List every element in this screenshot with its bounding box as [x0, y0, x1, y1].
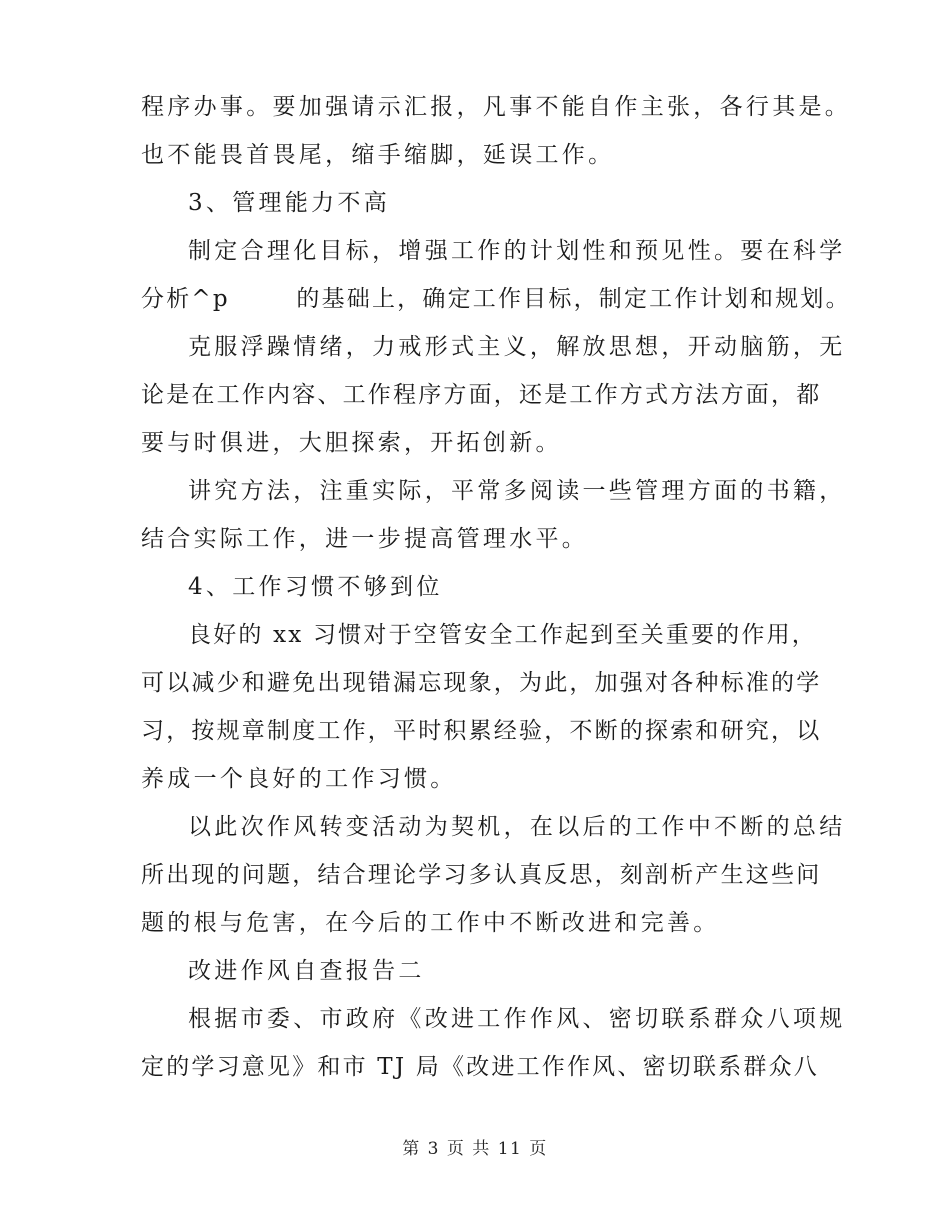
body-text-line: 定的学习意见》和市 TJ 局《改进工作作风、密切联系群众八 [141, 1054, 819, 1080]
section-heading: 3、管理能力不高 [188, 190, 391, 216]
body-text-line: 习，按规章制度工作，平时积累经验，不断的探索和研究，以 [141, 718, 822, 744]
body-text-line: 分析^p 的基础上，确定工作目标，制定工作计划和规划。 [141, 286, 851, 312]
paragraph-first-line: 讲究方法，注重实际，平常多阅读一些管理方面的书籍， [188, 478, 846, 504]
body-text-line: 程序办事。要加强请示汇报，凡事不能自作主张，各行其是。 [141, 94, 852, 120]
body-text-line: 题的根与危害，在今后的工作中不断改进和完善。 [141, 910, 720, 936]
body-text-line: 论是在工作内容、工作程序方面，还是工作方式方法方面，都 [141, 382, 822, 408]
section-heading: 改进作风自查报告二 [188, 958, 425, 984]
body-text-line: 要与时俱进，大胆探索，开拓创新。 [141, 430, 562, 456]
body-text-line: 所出现的问题，结合理论学习多认真反思，刻剖析产生这些问 [141, 862, 822, 888]
section-heading: 4、工作习惯不够到位 [188, 574, 443, 600]
paragraph-first-line: 根据市委、市政府《改进工作作风、密切联系群众八项规 [188, 1006, 846, 1032]
page-number-footer: 第 3 页 共 11 页 [402, 1139, 548, 1159]
paragraph-first-line: 克服浮躁情绪，力戒形式主义，解放思想，开动脑筋，无 [188, 334, 846, 360]
paragraph-first-line: 良好的 xx 习惯对于空管安全工作起到至关重要的作用， [188, 622, 817, 648]
body-text-line: 也不能畏首畏尾，缩手缩脚，延误工作。 [141, 142, 615, 168]
body-text-line: 养成一个良好的工作习惯。 [141, 766, 457, 792]
paragraph-first-line: 以此次作风转变活动为契机，在以后的工作中不断的总结 [188, 814, 846, 840]
body-text-line: 结合实际工作，进一步提高管理水平。 [141, 526, 589, 552]
body-text-line: 可以减少和避免出现错漏忘现象，为此，加强对各种标准的学 [141, 670, 822, 696]
paragraph-first-line: 制定合理化目标，增强工作的计划性和预见性。要在科学 [188, 238, 846, 264]
